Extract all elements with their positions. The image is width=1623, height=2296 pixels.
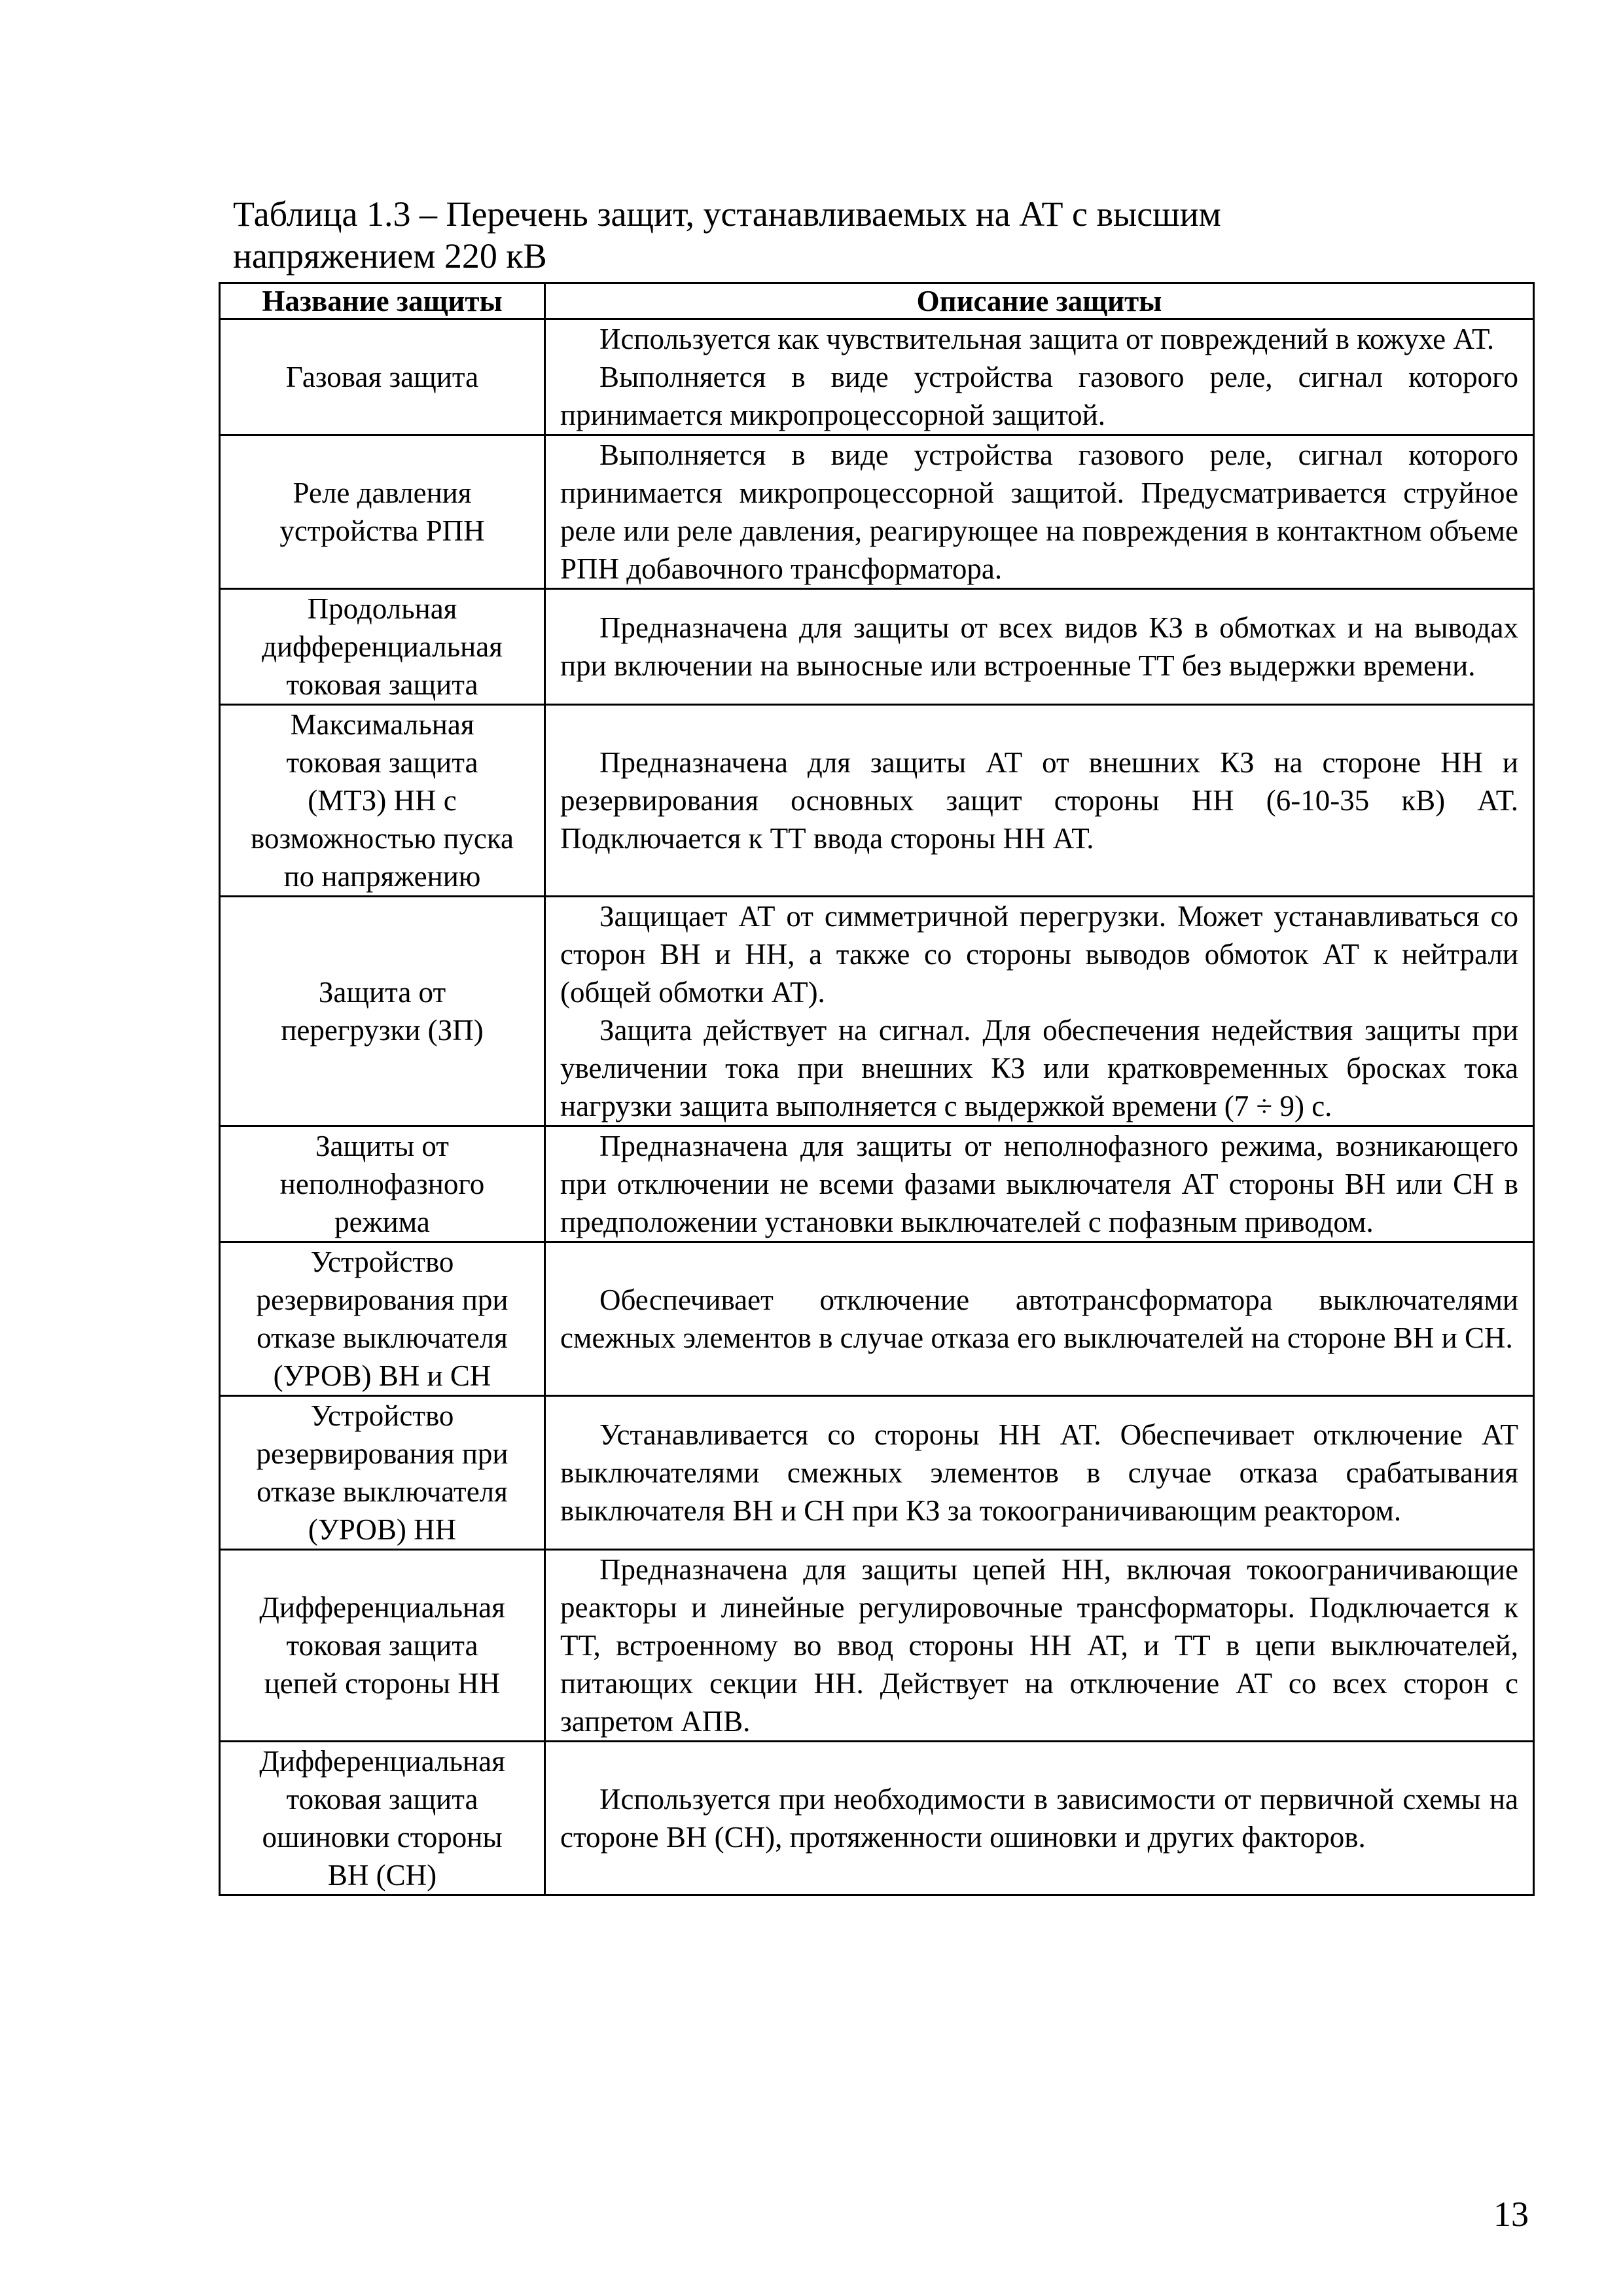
protection-description-cell xyxy=(545,1126,1534,1242)
table-row xyxy=(220,1242,1534,1396)
table-caption-line-1: Таблица 1.3 – Перечень защит, устанавливаемых на АТ с высшим xyxy=(233,194,1221,234)
protection-name-line: (МТЗ) НН с xyxy=(308,784,457,817)
protection-name-line: резервирования при xyxy=(256,1283,508,1316)
table-caption xyxy=(233,193,1529,277)
protection-name-line: по напряжению xyxy=(283,860,481,893)
protection-description-cell xyxy=(545,589,1534,705)
protection-name-line: отказе выключателя xyxy=(257,1475,508,1508)
protection-name-line: отказе выключателя xyxy=(257,1321,508,1354)
protection-description-paragraph: Предназначена для защиты от всех видов КЗ в обмотках и на выводах при включении на выносные или встроенные ТТ без выдержки времени. xyxy=(560,611,1518,682)
table-body xyxy=(220,319,1534,1895)
protection-name-line: Максимальная xyxy=(290,708,474,741)
protection-name-cell xyxy=(220,1742,545,1895)
protection-name-line: дифференциальная xyxy=(262,630,503,663)
protection-description-paragraph: Предназначена для защиты цепей НН, включая токоограничивающие реакторы и линейные регулировочные трансформаторы. Подключается к ТТ, встроенному во ввод стороны НН АТ, и ТТ в цепи выключателей, питающих секции НН. Действует на отключение АТ со всех сторон с запретом АПВ. xyxy=(560,1553,1518,1738)
protections-table xyxy=(219,282,1535,1896)
header-protection-description: Описание защиты xyxy=(545,283,1534,319)
protection-name-cell xyxy=(220,435,545,589)
protection-name-cell xyxy=(220,1242,545,1396)
protection-name-line: токовая защита xyxy=(286,1783,478,1816)
protection-description-cell xyxy=(545,1242,1534,1396)
protection-description-cell xyxy=(545,897,1534,1126)
protection-name-line: Защиты от xyxy=(315,1130,449,1162)
protection-description-paragraph: Используется как чувствительная защита от повреждений в кожухе АТ. xyxy=(599,323,1495,355)
protection-description-cell xyxy=(545,1550,1534,1742)
protection-name-line: Дифференциальная xyxy=(259,1745,505,1778)
protection-name-cell xyxy=(220,897,545,1126)
protection-description-paragraph: Предназначена для защиты от неполнофазного режима, возникающего при отключении не всеми фазами выключателя АТ стороны ВН или СН в предположении установки выключателей с пофазным приводом. xyxy=(560,1130,1518,1238)
table-row xyxy=(220,897,1534,1126)
protection-name-line: токовая защита xyxy=(286,746,478,779)
table-row xyxy=(220,1396,1534,1550)
table-row xyxy=(220,435,1534,589)
protection-name-line: ВН (СН) xyxy=(327,1859,437,1892)
protection-name-line: Устройство xyxy=(310,1399,454,1432)
protection-name-line: токовая защита xyxy=(286,1629,478,1662)
protection-description-cell xyxy=(545,1742,1534,1895)
protection-description-paragraph: Предназначена для защиты АТ от внешних КЗ на стороне НН и резервирования основных защит стороны НН (6-10-35 кВ) АТ. Подключается к ТТ ввода стороны НН АТ. xyxy=(560,746,1518,855)
protection-description-paragraph: Выполняется в виде устройства газового реле, сигнал которого принимается микропроцессорной защитой. xyxy=(560,361,1518,431)
protection-description-cell xyxy=(545,705,1534,897)
protection-name-cell xyxy=(220,1550,545,1742)
protection-name-cell xyxy=(220,1126,545,1242)
protection-name-line: Устройство xyxy=(310,1246,454,1278)
table-caption-line-2: напряжением 220 кВ xyxy=(233,236,547,276)
protection-name-line: цепей стороны НН xyxy=(264,1667,501,1700)
protection-description-paragraph: Используется при необходимости в зависимости от первичной схемы на стороне ВН (СН), протяженности ошиновки и других факторов. xyxy=(560,1783,1518,1854)
protection-name-line: Реле давления xyxy=(293,476,472,509)
protection-description-cell xyxy=(545,319,1534,435)
protection-name-line: резервирования при xyxy=(256,1437,508,1470)
table-row xyxy=(220,589,1534,705)
protection-description-paragraph: Устанавливается со стороны НН АТ. Обеспечивает отключение АТ выключателями смежных элементов в случае отказа срабатывания выключателя ВН и СН при КЗ за токоограничивающим реактором. xyxy=(560,1418,1518,1527)
protection-name-line: Дифференциальная xyxy=(259,1591,505,1624)
protection-name-line: (УРОВ) НН xyxy=(308,1513,457,1546)
protection-description-paragraph: Защищает АТ от симметричной перегрузки. Может устанавливаться со сторон ВН и НН, а также со стороны выводов обмоток АТ к нейтрали (общей обмотки АТ). xyxy=(560,900,1518,1009)
page-number: 13 xyxy=(1493,2195,1529,2234)
protection-name-line: Защита от xyxy=(318,976,446,1009)
protection-description-paragraph: Защита действует на сигнал. Для обеспечения недействия защиты при увеличении тока при внешних КЗ или кратковременных бросках тока нагрузки защита выполняется с выдержкой времени (7 ÷ 9) с. xyxy=(560,1014,1518,1122)
protection-name-line: перегрузки (ЗП) xyxy=(281,1014,484,1047)
protection-name-line: возможностью пуска xyxy=(251,822,514,855)
protection-name-line: устройства РПН xyxy=(279,514,485,547)
protection-name-cell xyxy=(220,589,545,705)
protection-name-cell xyxy=(220,705,545,897)
protection-description-paragraph: Обеспечивает отключение автотрансформатора выключателями смежных элементов в случае отказа его выключателей на стороне ВН и СН. xyxy=(560,1283,1518,1354)
protection-name-line: Продольная xyxy=(307,592,457,625)
protection-description-cell xyxy=(545,435,1534,589)
header-protection-name: Название защиты xyxy=(220,283,545,319)
protection-name-line: неполнофазного xyxy=(279,1168,485,1200)
protection-name-line: токовая защита xyxy=(286,668,478,701)
protection-name-line: ошиновки стороны xyxy=(262,1821,503,1854)
table-row xyxy=(220,319,1534,435)
table-header-row xyxy=(220,283,1534,319)
protection-name-cell xyxy=(220,319,545,435)
protection-name-cell xyxy=(220,1396,545,1550)
table-row xyxy=(220,705,1534,897)
protection-description-cell xyxy=(545,1396,1534,1550)
table-row xyxy=(220,1126,1534,1242)
protection-name-line: (УРОВ) ВН и СН xyxy=(273,1359,491,1392)
table-row xyxy=(220,1550,1534,1742)
protection-description-paragraph: Выполняется в виде устройства газового реле, сигнал которого принимается микропроцессорной защитой. Предусматривается струйное реле или реле давления, реагирующее на повреждения в контактном объеме РПН добавочного трансформатора. xyxy=(560,439,1518,585)
protection-name-line: режима xyxy=(334,1206,430,1238)
table-row xyxy=(220,1742,1534,1895)
protection-name-line: Газовая защита xyxy=(285,361,479,393)
